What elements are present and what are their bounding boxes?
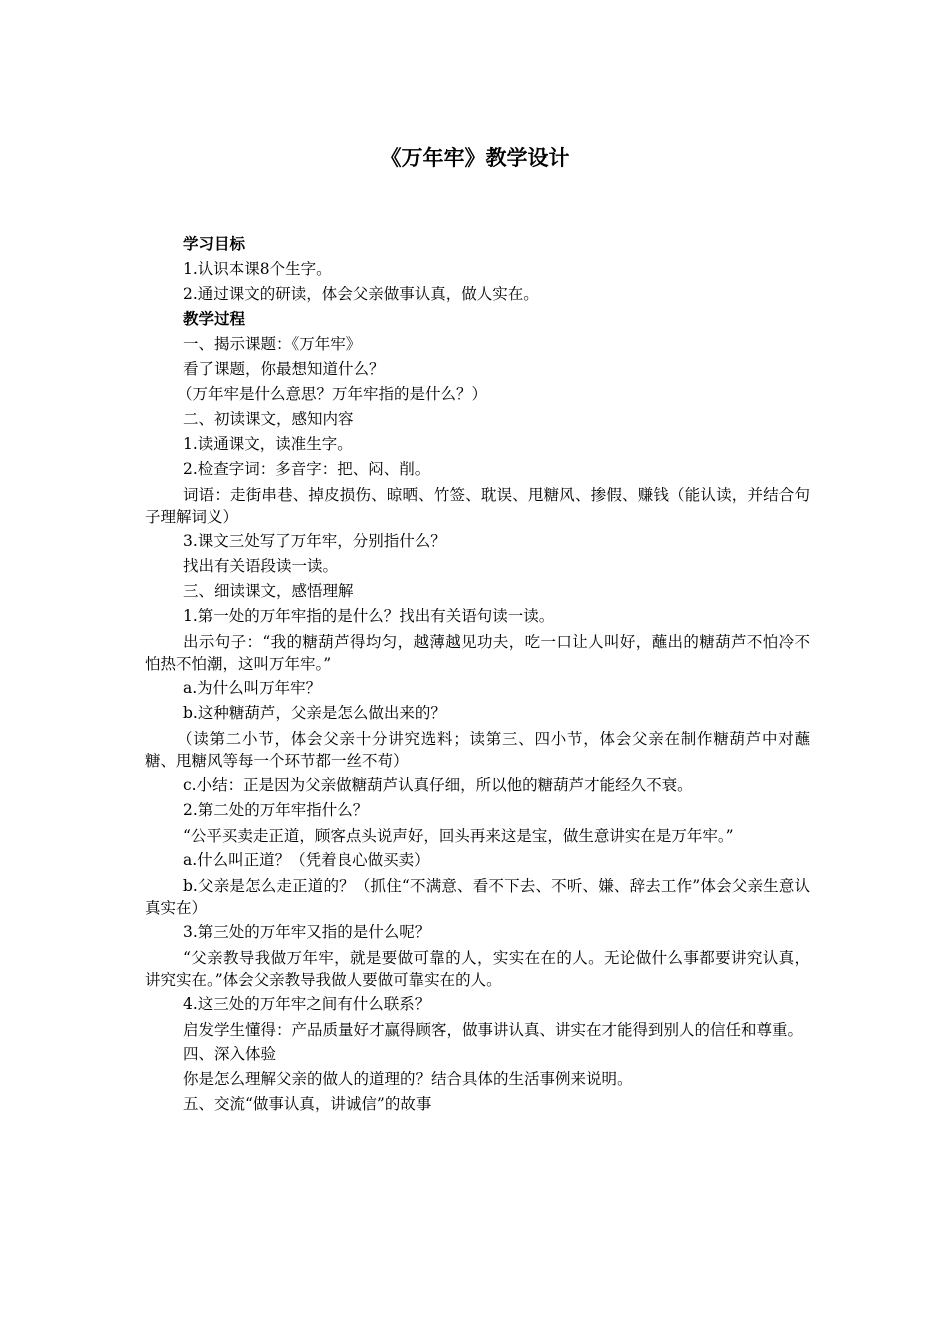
paragraph: 3.第三处的万年牢又指的是什么呢？ xyxy=(183,923,431,941)
paragraph: 1.认识本课8个生字。 xyxy=(183,260,332,278)
paragraph: 找出有关语段读一读。 xyxy=(183,557,339,575)
paragraph: 2.检查字词：多音字：把、闷、削。 xyxy=(183,460,431,478)
paragraph: 一、揭示课题：《万年牢》 xyxy=(183,335,362,353)
paragraph: 3.课文三处写了万年牢，分别指什么？ xyxy=(183,532,446,550)
paragraph: 4.这三处的万年牢之间有什么联系？ xyxy=(183,995,431,1013)
paragraph: b.父亲是怎么走正道的？（抓住“不满意、看不下去、不听、嫌、辞去工作”体会父亲生意认真实在） xyxy=(145,877,810,917)
paragraph: 2.通过课文的研读，体会父亲做事认真，做人实在。 xyxy=(183,285,539,303)
paragraph: b.这种糖葫芦，父亲是怎么做出来的？ xyxy=(183,704,446,722)
paragraph: （万年牢是什么意思？万年牢指的是什么？） xyxy=(177,385,488,403)
paragraph: 词语：走街串巷、掉皮损伤、晾晒、竹签、耽误、甩糖风、掺假、赚钱（能认读，并结合句子理解词义） xyxy=(145,486,810,526)
paragraph: 你是怎么理解父亲的做人的道理的？结合具体的生活事例来说明。 xyxy=(183,1070,633,1088)
paragraph: 四、深入体验 xyxy=(183,1045,277,1063)
paragraph: 三、细读课文，感悟理解 xyxy=(183,582,354,600)
section-heading: 学习目标 xyxy=(183,235,246,253)
document-title: 《万年牢》教学设计 xyxy=(380,146,570,170)
paragraph: 2.第二处的万年牢指什么？ xyxy=(183,801,369,819)
paragraph: “公平买卖走正道，顾客点头说声好，回头再来这是宝，做生意讲实在是万年牢。” xyxy=(183,827,734,845)
section-heading: 教学过程 xyxy=(183,310,246,328)
paragraph: 看了课题，你最想知道什么？ xyxy=(183,360,385,378)
paragraph: 1.读通课文，读准生字。 xyxy=(183,435,353,453)
paragraph: （读第二小节，体会父亲十分讲究选料；读第三、四小节，体会父亲在制作糖葫芦中对蘸糖、甩糖风等每一个环节都一丝不苟） xyxy=(145,730,810,770)
paragraph: 五、交流“做事认真，讲诚信”的故事 xyxy=(183,1095,432,1113)
paragraph: 二、初读课文，感知内容 xyxy=(183,410,354,428)
paragraph: a.什么叫正道？（凭着良心做买卖） xyxy=(183,851,430,869)
paragraph: “父亲教导我做万年牢，就是要做可靠的人，实实在在的人。无论做什么事都要讲究认真，讲究实在。”体会父亲教导我做人要做可靠实在的人。 xyxy=(145,949,810,989)
paragraph: 出示句子：“我的糖葫芦得均匀，越薄越见功夫，吃一口让人叫好，蘸出的糖葫芦不怕冷不怕热不怕潮，这叫万年牢。” xyxy=(145,633,810,673)
paragraph: 启发学生懂得：产品质量好才赢得顾客，做事讲认真、讲实在才能得到别人的信任和尊重。 xyxy=(183,1021,804,1039)
paragraph: c.小结：正是因为父亲做糖葫芦认真仔细，所以他的糖葫芦才能经久不衰。 xyxy=(183,776,693,794)
paragraph: 1.第一处的万年牢指的是什么？找出有关语句读一读。 xyxy=(183,607,555,625)
paragraph: a.为什么叫万年牢？ xyxy=(183,679,322,697)
document-body xyxy=(145,232,810,1117)
